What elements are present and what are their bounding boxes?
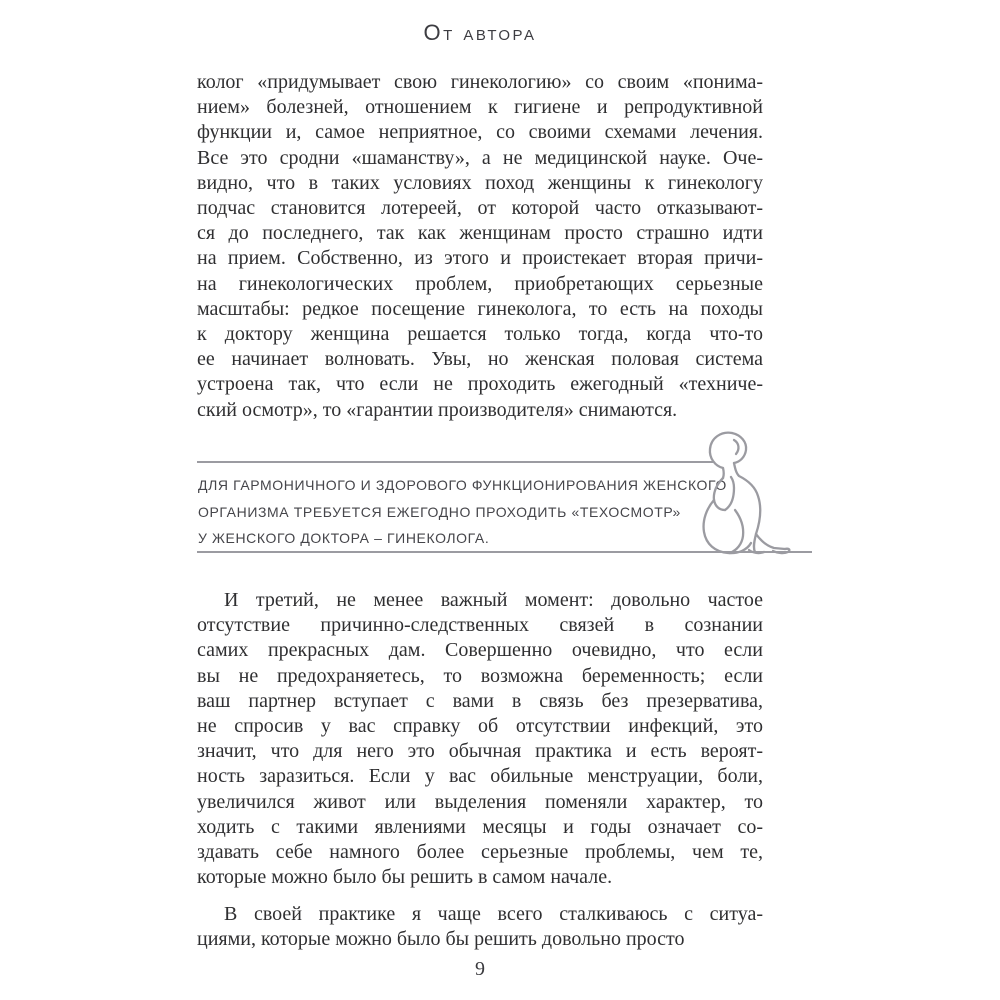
callout-bottom-rule: [197, 551, 812, 553]
paragraph-3: [197, 902, 763, 952]
text-line: увеличился живот или выделения поменяли характер, то: [197, 790, 763, 813]
callout-line: У ЖЕНСКОГО ДОКТОРА – ГИНЕКОЛОГА.: [198, 530, 490, 546]
text-line: ность заразиться. Если у вас обильные менструации, боли,: [197, 765, 763, 788]
page-number: 9: [475, 958, 485, 980]
text-line: на гинекологических проблем, приобретающих серьезные: [197, 272, 763, 295]
text-line: которые можно было бы решить в самом начале.: [197, 866, 613, 889]
text-line: подчас становится лотереей, от которой часто отказывают-: [197, 197, 763, 220]
text-line: здавать себе намного более серьезные проблемы, чем те,: [197, 841, 763, 864]
paragraph-2: [197, 588, 763, 890]
text-line: к доктору женщина решается только тогда, когда что-то: [197, 323, 763, 346]
text-line: ваш партнер вступает с вами в связь без презерватива,: [197, 689, 763, 712]
text-line: значит, что для него это обычная практика и есть вероят-: [197, 740, 763, 763]
text-line: колог «придумывает свою гинекологию» со своим «понима-: [197, 71, 763, 93]
text-line: устроена так, что если не проходить ежегодный «техниче-: [197, 373, 763, 396]
text-line: Все это сродни «шаманству», а не медицинской науке. Оче-: [197, 146, 763, 169]
seated-woman-illustration: [701, 430, 795, 555]
text-line: видно, что в таких условиях поход женщины к гинекологу: [197, 171, 763, 194]
text-line: нием» болезней, отношением к гигиене и репродуктивной: [197, 96, 763, 119]
text-line: масштабы: редкое посещение гинеколога, то есть на походы: [197, 297, 763, 320]
running-head: От автора: [423, 20, 537, 45]
callout-top-rule: [197, 461, 714, 463]
text-line: вы не предохраняетесь, то возможна беременность; если: [197, 664, 763, 687]
text-line: отсутствие причинно-следственных связей в сознании: [197, 614, 763, 637]
callout-line: ОРГАНИЗМА ТРЕБУЕТСЯ ЕЖЕГОДНО ПРОХОДИТЬ «ТЕХОСМОТР»: [198, 503, 681, 520]
text-line: на прием. Собственно, из этого и проистекает вторая причи-: [197, 247, 763, 270]
text-line: ский осмотр», то «гарантии производителя» снимаются.: [197, 398, 678, 421]
text-line: В своей практике я чаще всего сталкиваюсь с ситуа-: [224, 903, 763, 925]
text-line: самих прекрасных дам. Совершенно очевидно, что если: [197, 639, 763, 662]
paragraph-1: [197, 70, 763, 423]
text-line: ее начинает волновать. Увы, но женская половая система: [197, 348, 763, 371]
text-line: ся до последнего, так как женщинам просто страшно идти: [197, 222, 763, 245]
callout-line: ДЛЯ ГАРМОНИЧНОГО И ЗДОРОВОГО ФУНКЦИОНИРОВАНИЯ ЖЕНСКОГО: [198, 477, 727, 493]
text-line: И третий, не менее важный момент: довольно частое: [224, 589, 763, 611]
text-line: ходить с такими явлениями месяцы и годы означает со-: [197, 815, 763, 838]
text-line: циями, которые можно было бы решить довольно просто: [197, 928, 685, 951]
text-line: функции и, самое неприятное, со своими схемами лечения.: [197, 121, 763, 144]
text-line: не спросив у вас справку об отсутствии инфекций, это: [197, 715, 763, 738]
callout-quote: [198, 472, 727, 552]
